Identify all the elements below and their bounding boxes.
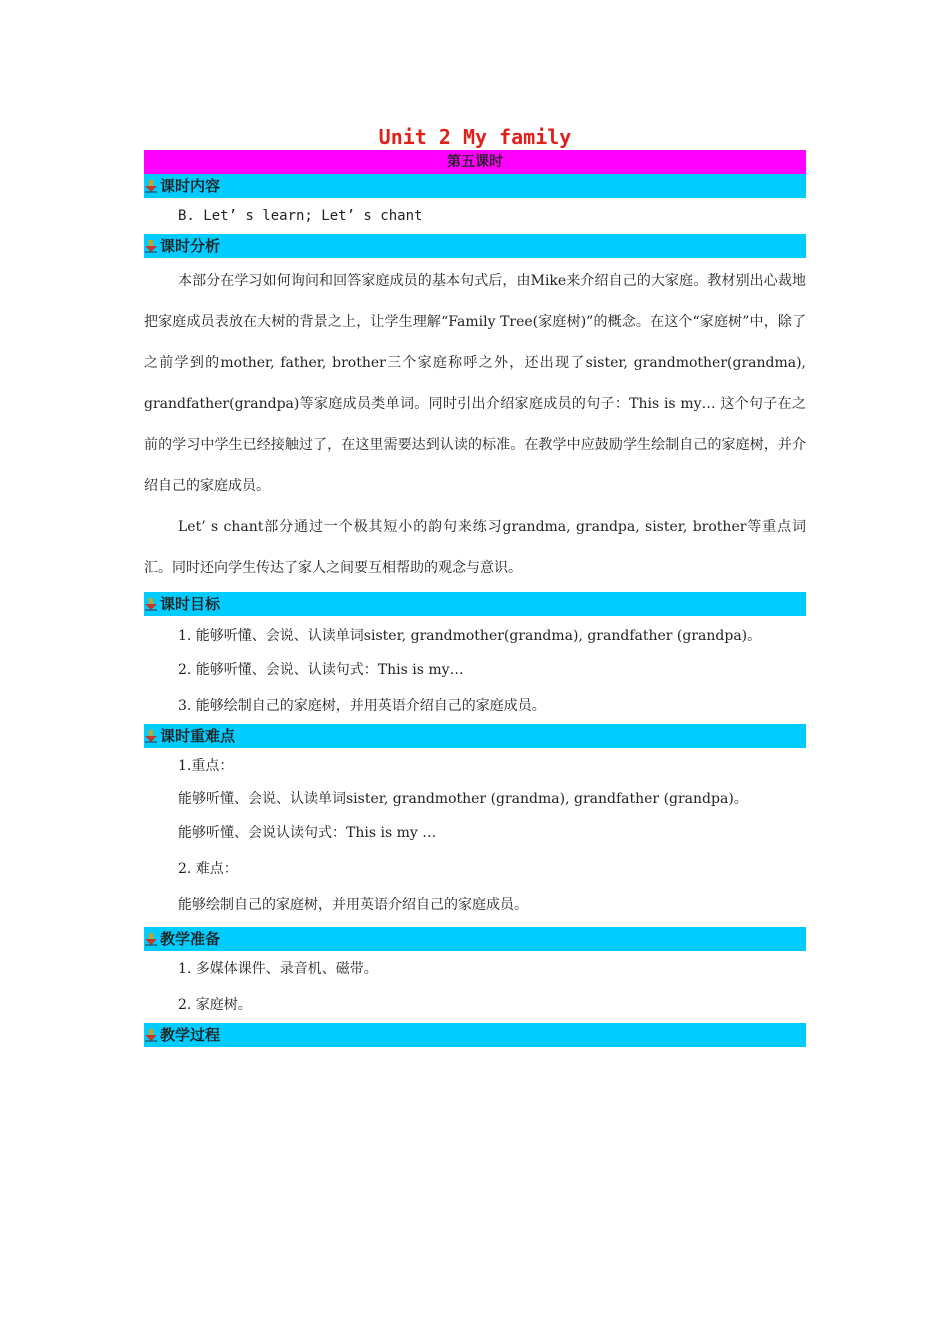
arrow-down-icon	[144, 179, 158, 193]
section-heading-text: 教学准备	[160, 930, 221, 948]
content-text: B. Let’ s learn; Let’ s chant	[178, 208, 423, 224]
arrow-down-icon	[144, 932, 158, 946]
arrow-down-icon	[144, 1028, 158, 1042]
lesson-bar: 第五课时	[144, 150, 806, 174]
section-heading-text: 教学过程	[160, 1026, 221, 1044]
section-heading-analysis	[144, 234, 806, 258]
keypoint-sentence: 能够听懂、会说认读句式：This is my …	[178, 825, 437, 841]
analysis-paragraph-1: 本部分在学习如何询问和回答家庭成员的基本句式后，由Mike来介绍自己的大家庭。教材别出心裁地把家庭成员表放在大树的背景之上，让学生理解“Family Tree(家庭树)”的概念。在这个“家庭树”中，除了之前学到的mother, father, brother三个家庭称呼之外，还出现了sister, grandmother(grandma), grandfather(grandpa)等家庭成员类单词。同时引出介绍家庭成员的句子：This is my… 这个句子在之前的学习中学生已经接触过了，在这里需要达到认读的标准。在教学中应鼓励学生绘制自己的家庭树，并介绍自己的家庭成员。	[144, 273, 806, 494]
goal-3: 3. 能够绘制自己的家庭树，并用英语介绍自己的家庭成员。	[178, 698, 546, 714]
goal-2: 2. 能够听懂、会说、认读句式：This is my…	[178, 662, 464, 678]
arrow-down-icon	[144, 239, 158, 253]
section-heading-keypoints	[144, 724, 806, 748]
arrow-down-icon	[144, 729, 158, 743]
section-heading-content	[144, 174, 806, 198]
difficulty-text: 能够绘制自己的家庭树，并用英语介绍自己的家庭成员。	[178, 897, 528, 913]
section-heading-text: 课时内容	[160, 177, 221, 195]
difficulty-heading: 2. 难点：	[178, 861, 238, 877]
section-heading-process	[144, 1023, 806, 1047]
section-heading-text: 课时重难点	[160, 727, 236, 745]
analysis-paragraph-2: Let’ s chant部分通过一个极其短小的韵句来练习grandma, grandpa, sister, brother等重点词汇。同时还向学生传达了家人之间要互相帮助的观念与意识。	[144, 519, 806, 576]
section-heading-text: 课时分析	[160, 237, 221, 255]
document-title: Unit 2 My family	[378, 125, 572, 149]
section-heading-goals	[144, 592, 806, 616]
prep-item-1: 1. 多媒体课件、录音机、磁带。	[178, 961, 378, 977]
arrow-down-icon	[144, 597, 158, 611]
document-page	[144, 124, 806, 1047]
section-heading-text: 课时目标	[160, 595, 221, 613]
keypoint-text: 能够听懂、会说、认读单词sister, grandmother (grandma), grandfather (grandpa)。	[178, 791, 748, 807]
section-heading-prep	[144, 927, 806, 951]
keypoint-heading: 1.重点：	[178, 758, 234, 774]
goal-1: 1. 能够听懂、会说、认读单词sister, grandmother(grandma), grandfather (grandpa)。	[178, 628, 762, 644]
prep-item-2: 2. 家庭树。	[178, 997, 252, 1013]
